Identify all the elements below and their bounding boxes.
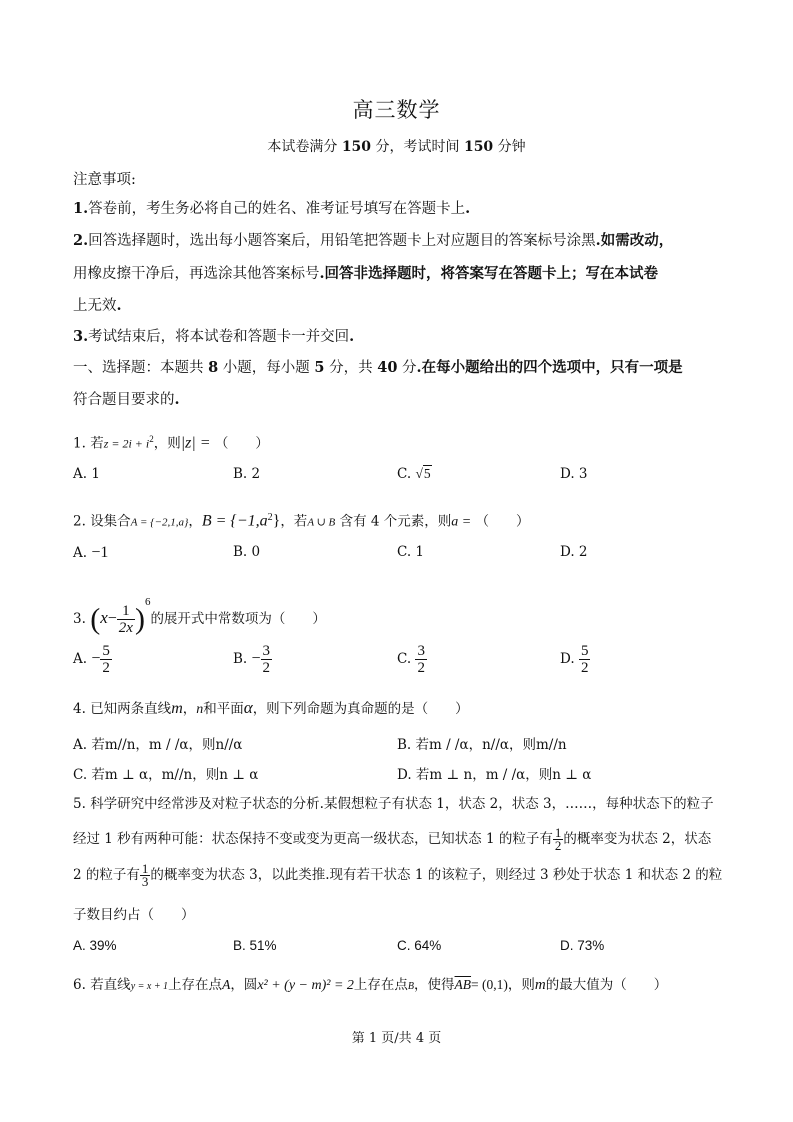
fraction-denominator: 2 <box>417 660 425 676</box>
question-count: 8 <box>208 359 219 376</box>
fraction-numerator: 3 <box>417 643 425 659</box>
answer-blank: （ ） <box>214 435 269 452</box>
section-text: 分 <box>397 360 417 376</box>
option-sign: − <box>251 650 261 667</box>
note-text: 答卷前，考生务必将自己的姓名、准考证号填写在答题卡上 <box>88 201 466 217</box>
question-text: ，则 <box>507 977 535 993</box>
question-text: ，圆 <box>230 977 258 993</box>
fraction <box>100 643 112 676</box>
math-exponent: 2 <box>149 434 154 444</box>
fraction-numerator: 1 <box>141 861 149 876</box>
math-expression: z = 2i + i <box>103 436 150 451</box>
math-var: m <box>534 977 546 993</box>
fraction-numerator: 1 <box>117 603 135 620</box>
note-punct: . <box>465 200 471 217</box>
question-text: 若 <box>90 435 104 452</box>
question-5-line-1 <box>73 794 714 814</box>
note-text: 考试结束后，将本试卷和答题卡一并交回 <box>88 329 350 345</box>
question-number: 6. <box>73 977 86 993</box>
fraction <box>261 643 273 676</box>
note-3 <box>73 327 354 347</box>
fraction-denominator: 2 <box>102 660 110 676</box>
section-1-heading <box>73 358 683 378</box>
notes-heading: 注意事项: <box>73 172 136 188</box>
math-exponent: 6 <box>144 596 151 608</box>
q4-option-c: C. 若m ⊥ α，m//n，则n ⊥ α <box>73 767 259 783</box>
question-2 <box>73 508 530 533</box>
point-b: B <box>407 981 415 992</box>
q3-option-d <box>560 643 590 676</box>
question-1 <box>73 429 269 454</box>
q5-option-b: B. 51% <box>233 938 277 953</box>
question-text: ， <box>182 701 197 717</box>
question-text: 设集合 <box>90 513 131 530</box>
q4-option-d: D. 若m ⊥ n，m / /α，则n ⊥ α <box>397 767 592 783</box>
math-op: − <box>107 610 117 627</box>
exam-time: 150 <box>463 139 494 155</box>
option-value: −1 <box>91 544 109 561</box>
section-text: 小题，每小题 <box>218 360 315 376</box>
question-3 <box>73 584 326 638</box>
question-5-line-4: 子数目约占（ ） <box>73 907 195 923</box>
q1-option-d: D. 3 <box>560 466 588 482</box>
exam-info-text: 本试卷满分 <box>267 139 342 155</box>
question-text: 的概率变为状态 2，状态 <box>563 831 712 847</box>
note-number: 3. <box>73 328 89 345</box>
question-text: ， <box>188 513 202 530</box>
note-number: 2. <box>73 232 89 249</box>
paren-open: ( <box>90 602 101 636</box>
q1-option-b: B. 2 <box>233 466 261 482</box>
note-text: .如需改动， <box>595 232 674 249</box>
question-text: 科学研究中经常涉及对粒子状态的分析.某假想粒子有状态 1，状态 2，状态 3，……，每种状态下的粒子 <box>90 796 714 812</box>
points-each: 5 <box>314 359 325 376</box>
option-label: C. <box>397 651 412 667</box>
question-5-line-2 <box>73 824 711 854</box>
question-text: 含有 4 个元素，则 <box>339 513 452 530</box>
q1-option-a: A. 1 <box>73 466 100 482</box>
question-number: 3. <box>73 611 86 627</box>
question-6 <box>73 975 667 997</box>
note-2-line-3 <box>73 296 122 316</box>
option-label: A. <box>73 545 88 561</box>
exam-info-text: 分，考试时间 <box>371 139 464 155</box>
question-5-line-3 <box>73 860 722 890</box>
fraction-denominator: 3 <box>141 874 149 889</box>
section-punct: . <box>174 391 180 408</box>
vector-ab: $\overline{AB}$ <box>454 977 472 992</box>
fraction-denominator: 2x <box>118 620 133 636</box>
math-expression: y = x + 1 <box>130 981 169 992</box>
option-label: B. <box>233 651 248 667</box>
question-text: 和平面 <box>203 701 244 717</box>
math-expression: a = <box>451 514 472 530</box>
point-a: A <box>222 977 231 992</box>
question-number: 2. <box>73 513 86 530</box>
set-b-close: } <box>272 512 281 530</box>
q1-option-c <box>397 466 432 482</box>
q2-option-c: C. 1 <box>397 544 425 560</box>
fraction <box>117 603 135 636</box>
fraction-numerator: 3 <box>262 643 271 659</box>
q4-option-a: A. 若m//n，m / /α，则n//α <box>73 737 243 753</box>
section-text: .在每小题给出的四个选项中，只有一项是 <box>416 359 683 376</box>
question-text: 经过 1 秒有两种可能：状态保持不变或变为更高一级状态，已知状态 1 的粒子有 <box>73 831 553 847</box>
question-number: 1. <box>73 435 86 452</box>
question-text: 已知两条直线 <box>90 701 172 717</box>
fraction-numerator: 5 <box>580 643 589 659</box>
section-text: 分，共 <box>324 360 378 376</box>
section-text: 一、选择题：本题共 <box>73 360 209 376</box>
question-text: 若直线 <box>90 977 131 993</box>
option-label: D. <box>560 651 575 667</box>
q3-option-c <box>397 643 427 676</box>
math-exponent: 2 <box>267 512 273 523</box>
question-text: 2 的粒子有 <box>73 867 140 883</box>
fraction-numerator: 5 <box>102 643 110 659</box>
math-var: n <box>196 702 204 717</box>
q5-option-d: D. 73% <box>560 938 605 953</box>
q3-option-b <box>233 643 272 676</box>
question-text: ，则 <box>153 435 181 452</box>
radicand: 5 <box>423 466 431 481</box>
section-1-heading-line-2 <box>73 390 180 410</box>
note-text: 用橡皮擦干净后，再选涂其他答案标号 <box>73 266 320 282</box>
q2-option-a <box>73 544 108 562</box>
fraction <box>140 863 151 888</box>
math-var: α <box>243 698 253 717</box>
paren-close: ) <box>134 602 145 636</box>
math-expression: A ∪ B <box>307 516 336 529</box>
circle-equation: x² + (y − m)² = 2 <box>257 978 354 993</box>
note-2-line-1 <box>73 231 673 251</box>
fraction-numerator: 1 <box>554 825 562 840</box>
question-number: 4. <box>73 701 86 717</box>
answer-blank: （ ） <box>475 513 530 530</box>
option-label: C. <box>397 466 416 482</box>
math-var: m <box>171 700 183 717</box>
fraction-denominator: 2 <box>580 660 589 676</box>
question-number: 5. <box>73 796 86 812</box>
question-text: 的概率变为状态 3，以此类推.现有若干状态 1 的该粒子，则经过 3 秒处于状态 1 和状态 2 的粒 <box>150 867 723 883</box>
exam-info-text: 分钟 <box>493 139 526 155</box>
note-1 <box>73 199 470 219</box>
page-footer: 第 1 页/共 4 页 <box>351 1031 442 1046</box>
question-text: 的展开式中常数项为（ ） <box>150 611 326 627</box>
option-label: A. <box>73 651 88 667</box>
section-text: 符合题目要求的 <box>73 392 175 408</box>
question-text: 的最大值为（ ） <box>545 977 668 993</box>
note-text: 上无效 <box>73 298 117 314</box>
question-text: 上存在点 <box>353 977 408 993</box>
q3-option-a <box>73 643 112 676</box>
vector-value: = (0,1) <box>471 977 508 992</box>
note-text: .回答非选择题时，将答案写在答题卡上；写在本试卷 <box>319 265 659 282</box>
exam-info <box>0 136 793 156</box>
question-text: ，使得 <box>414 977 455 993</box>
question-text: ，若 <box>280 513 308 530</box>
sqrt-symbol: √5 <box>415 466 431 481</box>
option-sign: − <box>91 650 101 667</box>
fraction <box>579 643 591 676</box>
points-total: 40 <box>377 359 398 376</box>
set-a: A = {−2,1,a} <box>130 516 189 529</box>
q2-option-d: D. 2 <box>560 544 588 560</box>
fraction-denominator: 2 <box>554 838 562 853</box>
note-number: 1. <box>73 200 89 217</box>
math-var: x <box>100 608 108 627</box>
note-text: 回答选择题时，选出每小题答案后，用铅笔把答题卡上对应题目的答案标号涂黑 <box>88 233 596 249</box>
set-b: B = {−1,a <box>201 512 268 530</box>
question-text: ，则下列命题为真命题的是（ ） <box>252 701 469 717</box>
fraction <box>415 643 427 676</box>
q2-option-b: B. 0 <box>233 544 261 560</box>
math-expression: |z| = <box>180 434 211 452</box>
full-score: 150 <box>341 139 372 155</box>
fraction <box>553 827 564 852</box>
q5-option-c: C. 64% <box>397 938 442 953</box>
q5-option-a: A. 39% <box>73 938 117 953</box>
question-text: 上存在点 <box>168 977 223 993</box>
note-punct: . <box>349 328 355 345</box>
question-4 <box>73 698 469 720</box>
note-2-line-2 <box>73 264 658 284</box>
page-title: 高三数学 <box>352 98 441 122</box>
q4-option-b: B. 若m / /α，n//α，则m//n <box>397 737 567 753</box>
fraction-denominator: 2 <box>262 660 271 676</box>
note-punct: . <box>116 297 122 314</box>
